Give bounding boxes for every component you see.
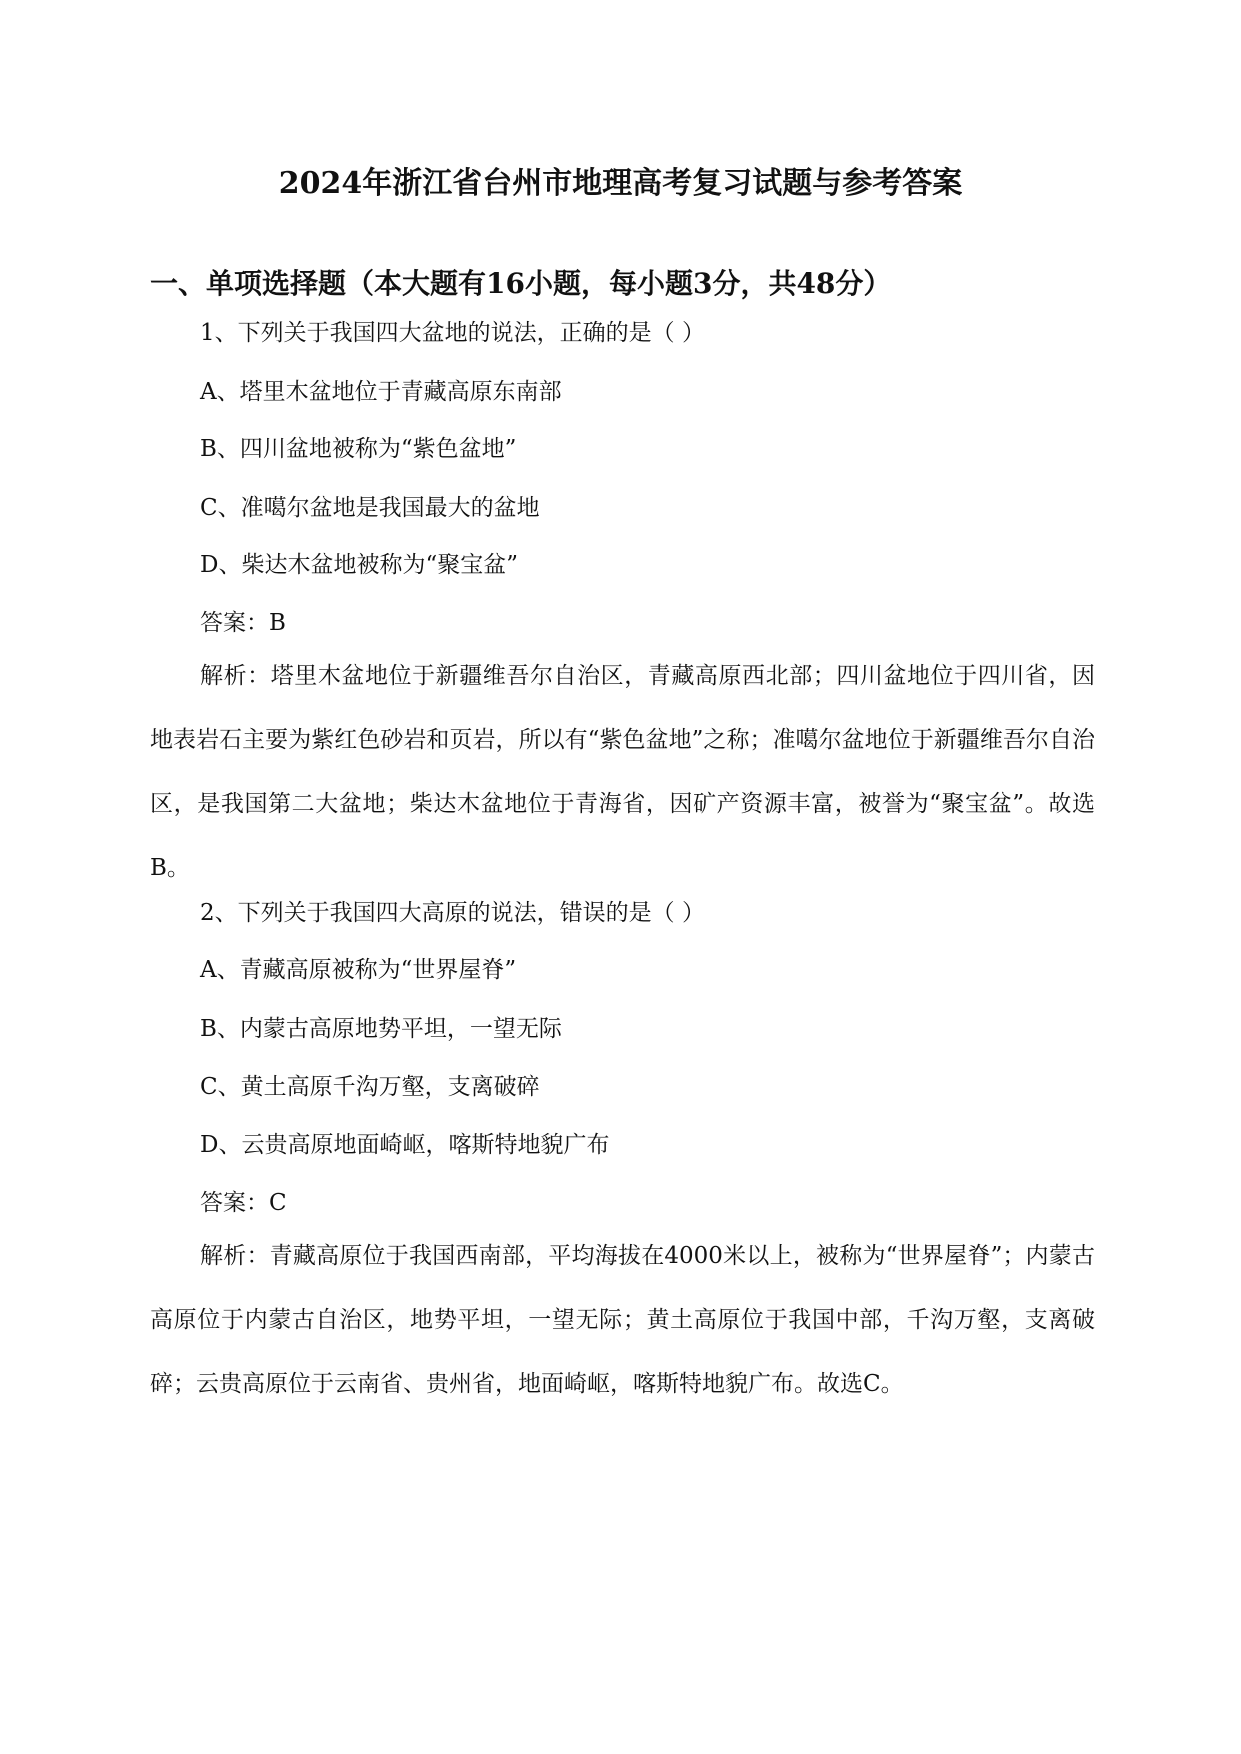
question-1-analysis: 解析：塔里木盆地位于新疆维吾尔自治区，青藏高原西北部；四川盆地位于四川省，因地表岩石主要为紫红色砂岩和页岩，所以有“紫色盆地”之称；准噶尔盆地位于新疆维吾尔自治区，是我国第二大盆地；柴达木盆地位于青海省，因矿产资源丰富，被誉为“聚宝盆”。故选B。 — [150, 663, 1095, 881]
question-1-option-d: D、柴达木盆地被称为“聚宝盆” — [200, 552, 518, 578]
question-2-option-c: C、黄土高原千沟万壑，支离破碎 — [200, 1074, 540, 1100]
question-1-stem: 1、下列关于我国四大盆地的说法，正确的是（ ） — [200, 320, 705, 346]
question-1-answer: 答案：B — [200, 610, 286, 636]
question-2-answer: 答案：C — [200, 1190, 287, 1216]
question-2-option-a: A、青藏高原被称为“世界屋脊” — [200, 957, 517, 983]
question-2-analysis: 解析：青藏高原位于我国西南部，平均海拔在4000米以上，被称为“世界屋脊”；内蒙古高原位于内蒙古自治区，地势平坦，一望无际；黄土高原位于我国中部，千沟万壑，支离破碎；云贵高原位于云南省、贵州省，地面崎岖，喀斯特地貌广布。故选C。 — [150, 1243, 1095, 1397]
question-2-stem: 2、下列关于我国四大高原的说法，错误的是（ ） — [200, 900, 705, 926]
question-1-option-b: B、四川盆地被称为“紫色盆地” — [200, 436, 517, 462]
question-2-option-d: D、云贵高原地面崎岖，喀斯特地貌广布 — [200, 1132, 610, 1158]
question-1-option-a: A、塔里木盆地位于青藏高原东南部 — [200, 379, 562, 405]
question-2-option-b: B、内蒙古高原地势平坦，一望无际 — [200, 1016, 562, 1042]
document-title: 2024年浙江省台州市地理高考复习试题与参考答案 — [278, 166, 963, 201]
section-heading: 一、单项选择题（本大题有16小题，每小题3分，共48分） — [150, 267, 892, 300]
question-1-option-c: C、准噶尔盆地是我国最大的盆地 — [200, 495, 540, 521]
